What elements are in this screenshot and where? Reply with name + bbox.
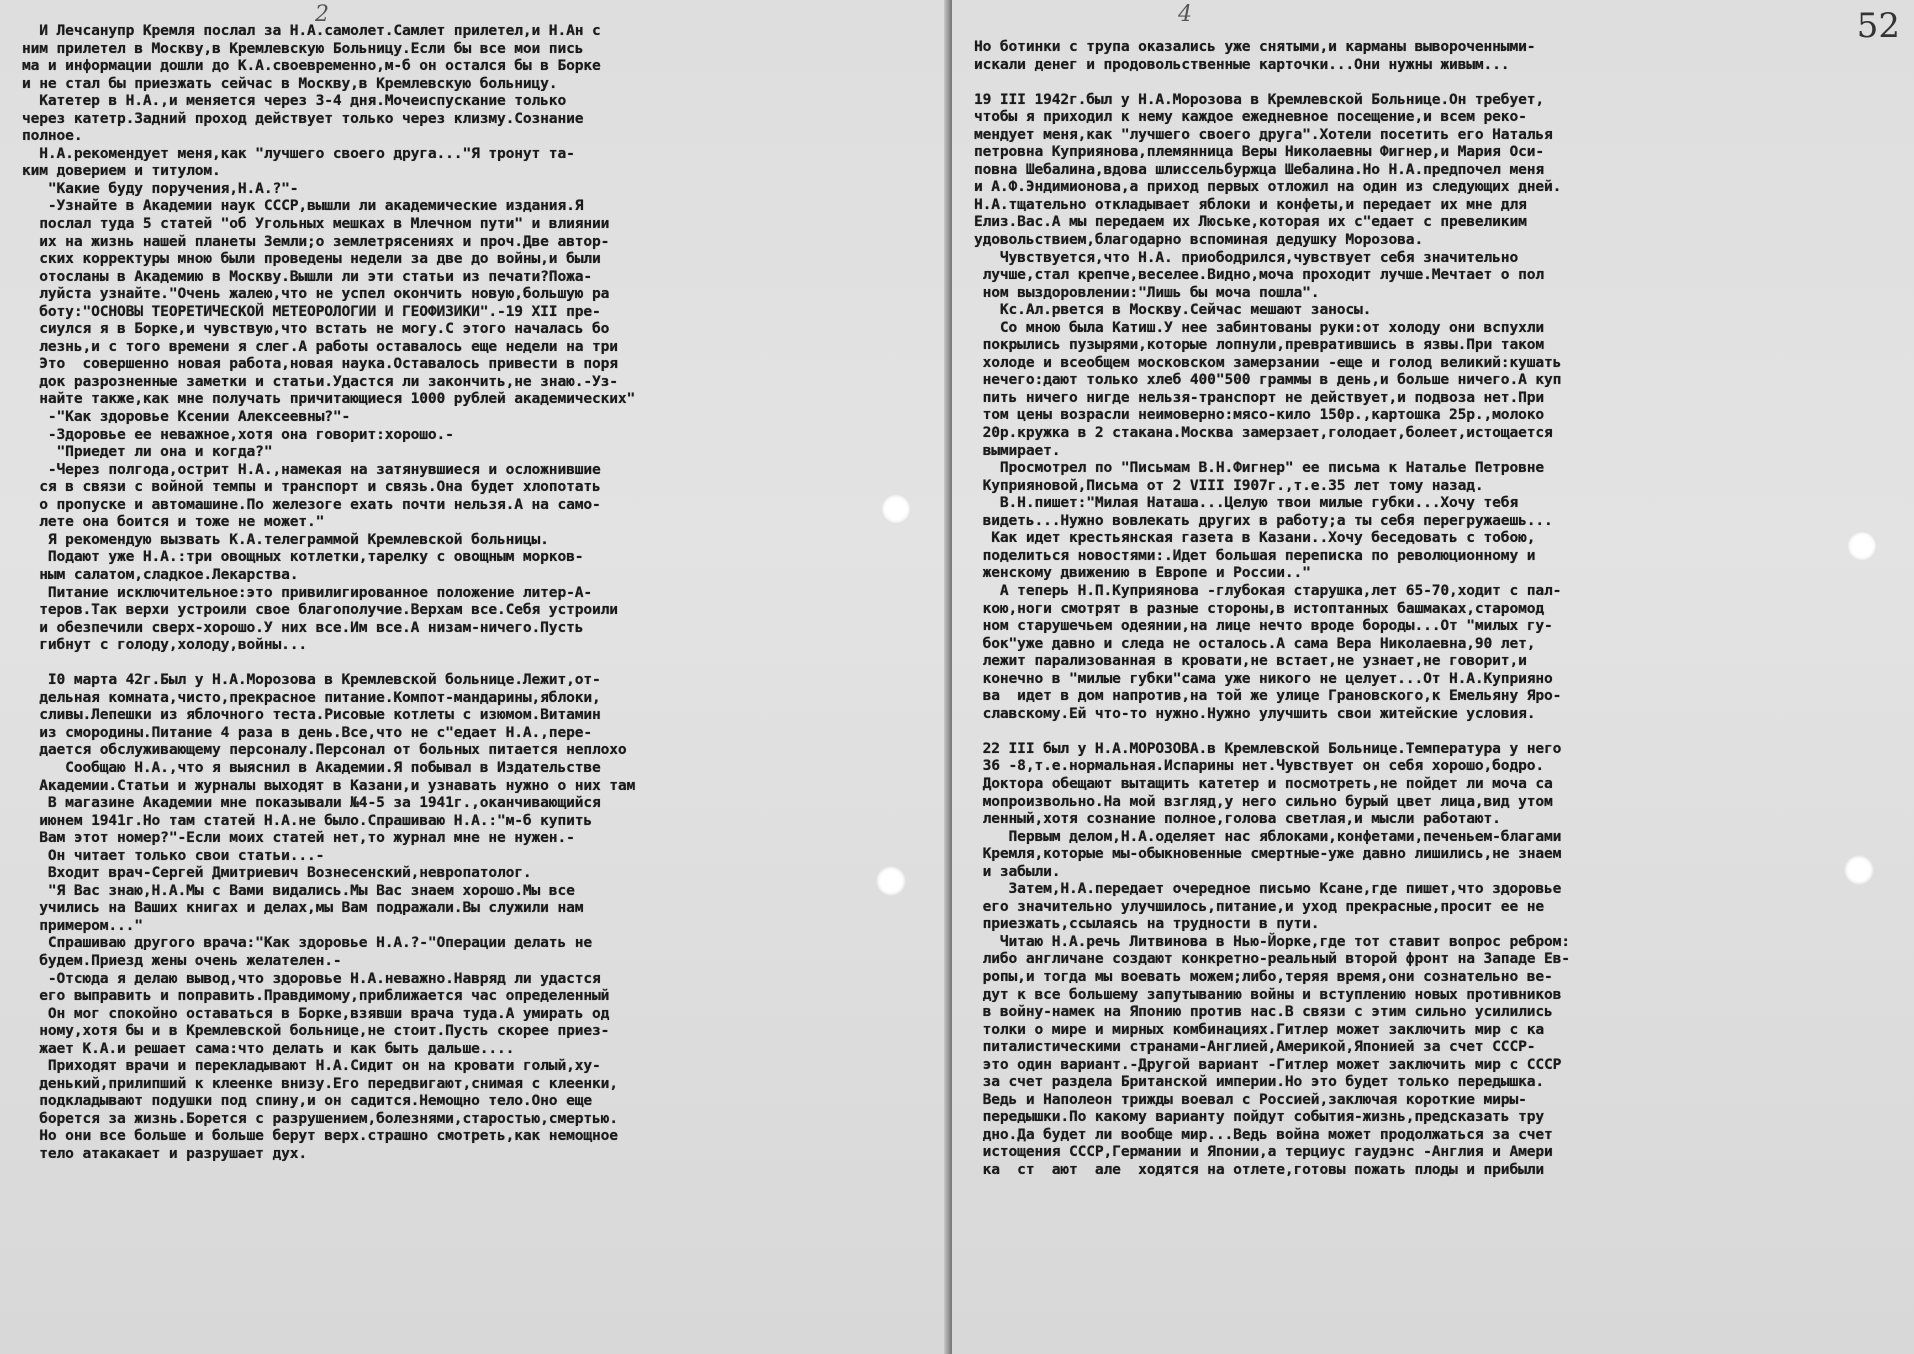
page-mark-left: 2 xyxy=(315,2,329,27)
text-line: борется за жизнь.Борется с разрушением,болезнями,старостью,смертью. xyxy=(22,1109,618,1127)
text-line: июнем 1941г.Но там статей Н.А.не было.Спрашиваю Н.А.:"м-б купить xyxy=(22,811,592,829)
text-line: Он мог спокойно оставаться в Борке,взявши врача туда.А умирать од xyxy=(22,1004,610,1022)
text-line: Он читает только свои статьи...- xyxy=(22,846,325,864)
text-line: и забыли. xyxy=(974,862,1061,880)
text-line: Кремля,которые мы-обыкновенные смертные-уже давно лишились,не знаем xyxy=(974,845,1562,863)
text-line: конечно в "милые губки"сама уже никого не целует...От Н.А.Куприяно xyxy=(974,669,1553,687)
text-line: теров.Так верхи устроили свое благополучие.Верхам все.Себя устроили xyxy=(22,601,618,619)
text-line: примером..." xyxy=(22,916,143,934)
text-line: подкладывают подушки под спину,и он садится.Немощно тело.Оно еще xyxy=(22,1092,592,1110)
text-line: док разрозненные заметки и статьи.Удастся ли закончить,не знаю.-Уз- xyxy=(22,372,618,390)
text-line: Как идет крестьянская газета в Казани..Хочу беседовать с тобою, xyxy=(974,529,1536,547)
text-line: лете она боится и тоже не может." xyxy=(22,513,325,531)
text-line: дельная комната,чисто,прекрасное питание.Компот-мандарины,яблоки, xyxy=(22,688,601,706)
text-line: ном выздоровлении:"Лишь бы моча пошла". xyxy=(974,283,1320,301)
text-line: Это совершенно новая работа,новая наука.Оставалось привести в поря xyxy=(22,355,618,373)
text-line: мопроизвольно.На мой взгляд,у него сильно бурый цвет лица,вид утом xyxy=(974,792,1553,810)
text-line: отосланы в Академию в Москву.Вышли ли эти статьи из печати?Пожа- xyxy=(22,267,592,285)
text-line: Куприяновой,Письма от 2 VIII I907г.,т.е.35 лет тому назад. xyxy=(974,476,1484,494)
page-mark-right: 4 xyxy=(1178,2,1192,27)
punch-hole xyxy=(876,866,906,896)
text-line: А теперь Н.П.Куприянова -глубокая старушка,лет 65-70,ходит с пал- xyxy=(974,581,1562,599)
text-line: приезжать,ссылаясь на трудности в пути. xyxy=(974,915,1320,933)
text-line: его выправить и поправить.Правдимому,приближается час определенный xyxy=(22,987,610,1005)
text-line: его значительно улучшилось,питание,и уход прекрасные,просит ее не xyxy=(974,897,1544,915)
text-line: ному,хотя бы и в Кремлевской больнице,не стоит.Пусть скорее приез- xyxy=(22,1022,610,1040)
text-line: удовольствием,благодарно вспоминая дедушку Морозова. xyxy=(974,231,1424,249)
text-line: передышки.По какому варианту пойдут события-жизнь,предсказать тру xyxy=(974,1108,1544,1126)
text-line: В магазине Академии мне показывали №4-5 за 1941г.,оканчивающийся xyxy=(22,794,601,812)
text-line: 22 III был у Н.А.МОРОЗОВА.в Кремлевской Больнице.Температура у него xyxy=(974,739,1562,757)
text-line: через катетр.Задний проход действует только через клизму.Сознание xyxy=(22,109,584,127)
text-line: ма и информации дошли до К.А.своевременно,м-б он остался бы в Борке xyxy=(22,57,601,75)
text-line: ном старушечьем одеянии,на лице нечто вроде бороды...От "милых гу- xyxy=(974,617,1553,635)
text-line: И Лечсанупр Кремля послал за Н.А.самолет.Самлет прилетел,и Н.Ан с xyxy=(22,22,601,39)
text-line: нечего:дают только хлеб 400"500 граммы в день,и больше ничего.А куп xyxy=(974,371,1562,389)
text-line: Входит врач-Сергей Дмитриевич Вознесенский,невропатолог. xyxy=(22,864,532,882)
text-line: Первым делом,Н.А.оделяет нас яблоками,конфетами,печеньем-благами xyxy=(974,827,1562,845)
text-line: сливы.Лепешки из яблочного теста.Рисовые котлеты с изюмом.Витамин xyxy=(22,706,601,724)
text-line: и не стал бы приезжать сейчас в Москву,в Кремлевскую больницу. xyxy=(22,74,558,92)
text-line: денький,прилипший к клеенке внизу.Его передвигают,снимая с клеенки, xyxy=(22,1074,618,1092)
text-line: Чувствуется,что Н.А. приободрился,чувствует себя значительно xyxy=(974,248,1519,266)
text-line: В.Н.пишет:"Милая Наташа...Целую твои милые губки...Хочу тебя xyxy=(974,494,1519,512)
text-line xyxy=(974,722,1570,740)
text-line: учились на Ваших книгах и делах,мы Вам подражали.Вы служили нам xyxy=(22,899,584,917)
text-line: "Какие буду поручения,Н.А.?"- xyxy=(22,179,299,197)
text-line: видеть...Нужно вовлекать других в работу;а ты себя перегружаешь... xyxy=(974,511,1553,529)
text-line: ропы,и тогда мы воевать можем;либо,теряя время,они сознательно ве- xyxy=(974,967,1553,985)
text-line: из смородины.Питание 4 раза в день.Все,что не с"едает Н.А.,пере- xyxy=(22,723,592,741)
text-line: Подают уже Н.А.:три овощных котлетки,тарелку с овощным морков- xyxy=(22,548,584,566)
text-line: ным салатом,сладкое.Лекарства. xyxy=(22,565,299,583)
text-line: их на жизнь нашей планеты Земли;о землетрясениях и проч.Две автор- xyxy=(22,232,610,250)
text-line: Доктора обещают вытащить катетер и посмотреть,не пойдет ли моча са xyxy=(974,774,1553,792)
text-line: холоде и всеобщем московском замерзании -еще и голод великий:кушать xyxy=(974,353,1562,371)
text-line: Со мною была Катиш.У нее забинтованы руки:от холоду они вспухли xyxy=(974,318,1544,336)
text-line: Затем,Н.А.передает очередное письмо Ксане,где пишет,что здоровье xyxy=(974,880,1562,898)
left-page xyxy=(0,0,950,1354)
right-page xyxy=(952,0,1914,1354)
text-line: "Я Вас знаю,Н.А.Мы с Вами видались.Мы Вас знаем хорошо.Мы все xyxy=(22,881,575,899)
text-line: мендует меня,как "лучшего своего друга".Хотели посетить его Наталья xyxy=(974,125,1553,143)
text-line: Приходят врачи и перекладывают Н.А.Сидит он на кровати голый,ху- xyxy=(22,1057,601,1075)
text-line: жает К.А.и решает сама:что делать и как быть дальше.... xyxy=(22,1039,515,1057)
text-line: гибнут с голоду,холоду,войны... xyxy=(22,636,307,654)
text-line: это один вариант.-Другой вариант -Гитлер может заключить мир с СССР xyxy=(974,1055,1562,1073)
text-line: кою,ноги смотрят в разные стороны,в истоптанных башмаках,старомод xyxy=(974,599,1544,617)
text-line: будем.Приезд жены очень желателен.- xyxy=(22,951,342,969)
text-line: Сообщаю Н.А.,что я выяснил в Академии.Я побывал в Издательстве xyxy=(22,758,601,776)
text-line: Я рекомендую вызвать К.А.телеграммой Кремлевской больницы. xyxy=(22,530,549,548)
text-line: Ведь и Наполеон трижды воевал с Россией,заключая короткие миры- xyxy=(974,1090,1527,1108)
text-line: лезнь,и с того времени я слег.А работы оставалось еще недели на три xyxy=(22,337,618,355)
text-line: Просмотрел по "Письмам В.Н.Фигнер" ее письма к Наталье Петровне xyxy=(974,459,1544,477)
text-line: том цены возрасли неимоверно:мясо-кило 150р.,картошка 25р.,молоко xyxy=(974,406,1544,424)
text-line: Но они все больше и больше берут верх.страшно смотреть,как немощное xyxy=(22,1127,618,1145)
right-page-text xyxy=(974,38,1570,1179)
text-line: Питание исключительное:это привилигированное положение литер-А- xyxy=(22,583,592,601)
text-line: полное. xyxy=(22,127,83,145)
text-line: вымирает. xyxy=(974,441,1061,459)
text-line: петровна Куприянова,племянница Веры Николаевны Фигнер,и Мария Оси- xyxy=(974,143,1544,161)
text-line: о пропуске и автомашине.По железоге ехать почти нельзя.А на само- xyxy=(22,495,601,513)
text-line: либо англичане создают конкретно-реальный второй фронт на Западе Ев- xyxy=(974,950,1570,968)
text-line: тело атакакает и разрушает дух. xyxy=(22,1145,307,1162)
text-line: 19 III 1942г.был у Н.А.Морозова в Кремлевской Больнице.Он требует, xyxy=(974,90,1544,108)
text-line: -"Как здоровье Ксении Алексеевны?"- xyxy=(22,408,351,426)
text-line: I0 марта 42г.Был у Н.А.Морозова в Кремлевской больнице.Лежит,от- xyxy=(22,671,601,689)
text-line: дается обслуживающему персоналу.Персонал от больных питается неплохо xyxy=(22,741,627,759)
text-line: ва идет в дом напротив,на той же улице Грановского,к Емельяну Яро- xyxy=(974,687,1562,705)
left-page-text xyxy=(22,22,635,1163)
text-line: -Через полгода,острит Н.А.,намекая на затянувшиеся и осложнившие xyxy=(22,460,601,478)
text-line: за счет раздела Британской империи.Но это будет только передышка. xyxy=(974,1073,1544,1091)
text-line: лежит парализованная в кровати,не встает,не узнает,не говорит,и xyxy=(974,652,1527,670)
text-line: лучше,стал крепче,веселее.Видно,моча проходит лучше.Мечтает о пол xyxy=(974,266,1544,284)
text-line: дно.Да будет ли вообще мир...Ведь война может продолжаться за счет xyxy=(974,1125,1553,1143)
text-line: чтобы я приходил к нему каждое ежедневное посещение,и всем реко- xyxy=(974,108,1527,126)
text-line: 36 -8,т.е.нормальная.Испарины нет.Чувствует он себя хорошо,бодро. xyxy=(974,757,1544,775)
text-line: покрылись пузырями,которые лопнули,превратившись в язвы.При таком xyxy=(974,336,1544,354)
text-line: Н.А.тщательно откладывает яблоки и конфеты,и передает их мне для xyxy=(974,195,1527,213)
text-line: ленный,хотя сознание полное,голова светлая,и мысли работают. xyxy=(974,810,1501,828)
text-line: женскому движению в Европе и России.." xyxy=(974,564,1311,582)
text-line: Но ботинки с трупа оказались уже снятыми,и карманы вывороченными- xyxy=(974,38,1536,55)
text-line: Вам этот номер?"-Если моих статей нет,то журнал мне не нужен.- xyxy=(22,829,575,847)
text-line: Катетер в Н.А.,и меняется через 3-4 дня.Мочеиспускание только xyxy=(22,92,567,110)
text-line: ким доверием и титулом. xyxy=(22,162,221,180)
text-line: истощения СССР,Германии и Японии,а терциус гаудэнс -Англия и Амери xyxy=(974,1143,1553,1161)
text-line: пить ничего нигде нельзя-транспорт не действует,и подвоза нет.При xyxy=(974,388,1544,406)
text-line: боту:"ОСНОВЫ ТЕОРЕТИЧЕСКОЙ МЕТЕОРОЛОГИИ И ГЕОФИЗИКИ".-19 XII пре- xyxy=(22,302,601,320)
text-line: поделиться новостями:.Идет большая переписка по революционному и xyxy=(974,546,1536,564)
text-line: искали денег и продовольственные карточки...Они нужны живым... xyxy=(974,55,1510,73)
text-line: Академии.Статьи и журналы выходят в Казани,и узнавать нужно о них там xyxy=(22,776,636,794)
text-line: ся в связи с войной темпы и транспорт и связь.Она будет хлопотать xyxy=(22,478,601,496)
text-line: Читаю Н.А.речь Литвинова в Нью-Йорке,где тот ставит вопрос ребром: xyxy=(974,932,1570,950)
text-line: ка ст ают але ходятся на отлете,готовы пожать плоды и прибыли xyxy=(974,1161,1544,1178)
text-line: -Узнайте в Академии наук СССР,вышли ли академические издания.Я xyxy=(22,197,584,215)
text-line: найте также,как мне получать причитающиеся 1000 рублей академических" xyxy=(22,390,636,408)
text-line: славскому.Ей что-то нужно.Нужно улучшить свои житейские условия. xyxy=(974,704,1536,722)
text-line xyxy=(974,73,1570,91)
text-line: дут к все большему запутыванию войны и вступлению новых противников xyxy=(974,985,1562,1003)
text-line: толки о мире и мирных комбинациях.Гитлер может заключить мир с ка xyxy=(974,1020,1544,1038)
text-line: "Приедет ли она и когда?" xyxy=(22,443,273,461)
text-line: луйста узнайте."Очень жалею,что не успел окончить новую,большую ра xyxy=(22,285,610,303)
text-line: послал туда 5 статей "об Угольных мешках в Млечном пути" и влиянии xyxy=(22,215,610,233)
text-line: в войну-намек на Японию против нас.В связи с этим сильно усилились xyxy=(974,1003,1553,1021)
text-line: -Отсюда я делаю вывод,что здоровье Н.А.неважно.Навряд ли удастся xyxy=(22,969,601,987)
punch-hole xyxy=(1847,531,1877,561)
text-line xyxy=(22,654,635,672)
punch-hole xyxy=(1844,855,1874,885)
text-line: питалистическими странами-Англией,Америкой,Японией за счет СССР- xyxy=(974,1038,1536,1056)
text-line: Н.А.рекомендует меня,как "лучшего своего друга..."Я тронут та- xyxy=(22,144,575,162)
text-line: ним прилетел в Москву,в Кремлевскую Больницу.Если бы все мои пись xyxy=(22,39,584,57)
text-line: повна Шебалина,вдова шлиссельбуржца Шебалина.Но Н.А.предпочел меня xyxy=(974,160,1544,178)
folio-number: 52 xyxy=(1856,6,1900,46)
text-line: бок"уже давно и следа не осталось.А сама Вера Николаевна,90 лет, xyxy=(974,634,1536,652)
punch-hole xyxy=(881,494,911,524)
text-line: Елиз.Вас.А мы передаем их Люське,которая их с"едает с превеликим xyxy=(974,213,1527,231)
text-line: -Здоровье ее неважное,хотя она говорит:хорошо.- xyxy=(22,425,454,443)
text-line: и А.Ф.Эндимионова,а приход первых отложил на один из следующих дней. xyxy=(974,178,1562,196)
text-line: Кс.Ал.рвется в Москву.Сейчас мешают заносы. xyxy=(974,301,1372,319)
text-line: ских корректуры мною были проведены недели за две до войны,и были xyxy=(22,250,601,268)
text-line: Спрашиваю другого врача:"Как здоровье Н.А.?-"Операции делать не xyxy=(22,934,592,952)
text-line: 20р.кружка в 2 стакана.Москва замерзает,голодает,болеет,истощается xyxy=(974,424,1553,442)
text-line: сиулся я в Борке,и чувствую,что встать не могу.С этого началась бо xyxy=(22,320,610,338)
text-line: и обезпечили сверх-хорошо.У них все.Им все.А низам-ничего.Пусть xyxy=(22,618,584,636)
